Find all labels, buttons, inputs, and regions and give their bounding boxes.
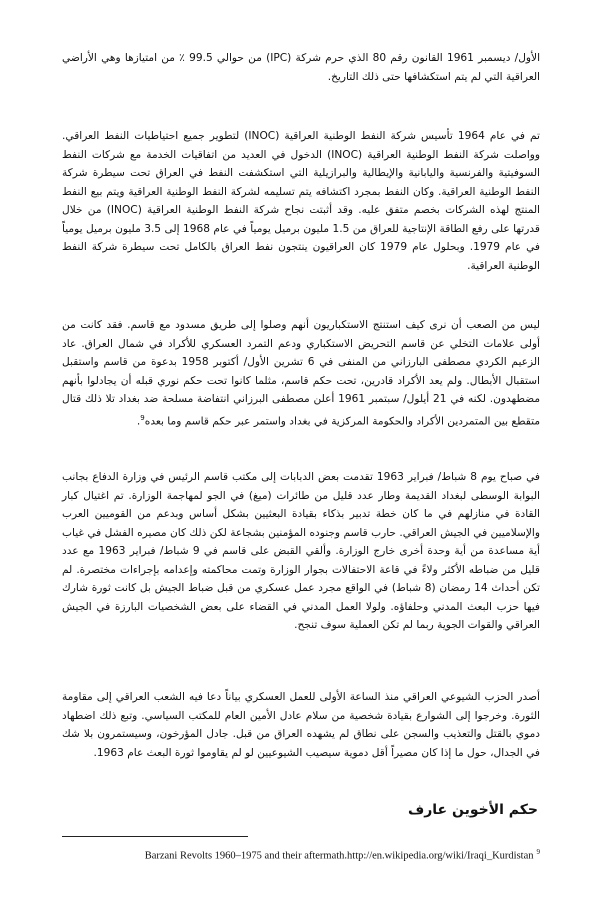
paragraph-text: أصدر الحزب الشيوعي العراقي منذ الساعة الأولى للعمل العسكري بياناً دعا فيه الشعب العراقي إلى مقاومة الثورة. وخرجوا إلى الشوارع بقيادة شخصية من سلام عادل الأمين العام للمكتب السياسي. وتبع ذلك اضطهاد دموي بالقتل والتعذيب والسجن على نطاق لم يشهده العراق من قبل. جادل المؤرخون، وسيستمرون بلا شك في الجدال، حول ما إذا كان مصيراً أقل دموية سيصيب الشيوعيين لو لم يقاوموا ثورة البعث عام 1963. xyxy=(62,691,540,759)
paragraph-ipc-law xyxy=(62,49,540,86)
paragraph-text: ليس من الصعب أن نرى كيف استنتج الاستكباريون أنهم وصلوا إلى طريق مسدود مع قاسم. فقد كانت من أولى علامات التخلي عن قاسم التحريض الاستكباري ودعم التمرد العسكري للأكراد في شمال العراق. عاد الزعيم الكردي مصطفى البارزاني من المنفى في 6 تشرين الأول/ أكتوبر 1958 بدعوة من قاسم واستقبل استقبال الأبطال. ولم يعد الأكراد قادرين، تحت حكم قاسم، مثلما كانوا تحت حكم نوري قبله أن يجادلوا بأنهم مضطهدون. لكنه في 21 أيلول/ سبتمبر 1961 أعلن مصطفى البرزاني انتفاضة مسلحة ضد بغداد تلا ذلك قتال متقطع بين المتمردين الأكراد والحكومة المركزية في بغداد واستمر عبر حكم قاسم وما بعده xyxy=(62,319,540,428)
paragraph-coup-1963 xyxy=(62,468,540,635)
paragraph-communist-party xyxy=(62,688,540,762)
paragraph-text: الأول/ ديسمبر 1961 القانون رقم 80 الذي حرم شركة (IPC) من حوالي 99.5 ٪ من امتيازها وهي الأراضي العراقية التي لم يتم استكشافها حتى ذلك التاريخ. xyxy=(62,52,541,83)
footnote-number: 9 xyxy=(536,848,540,856)
footnote xyxy=(62,845,540,864)
footnote-text[interactable]: Barzani Revolts 1960–1975 and their aftermath.http://en.wikipedia.org/wiki/Iraqi_Kurdistan xyxy=(144,850,534,862)
paragraph-kurdish-revolt: ليس من الصعب أن نرى كيف استنتج الاستكباريون أنهم وصلوا إلى طريق مسدود مع قاسم. فقد كانت من أولى علامات التخلي عن قاسم التحريض الاستكباري ودعم التمرد العسكري للأكراد في شمال العراق. عاد الزعيم الكردي مصطفى البارزاني من المنفى في 6 تشرين الأول/ أكتوبر 1958 بدعوة من قاسم واستقبل استقبال الأبطال. ولم يعد الأكراد قادرين، تحت حكم قاسم، مثلما كانوا تحت حكم نوري قبله أن يجادلوا بأنهم مضطهدون. لكنه في 21 أيلول/ سبتمبر 1961 أعلن مصطفى البرزاني انتفاضة مسلحة ضد بغداد تلا ذلك قتال متقطع بين المتمردين الأكراد والحكومة المركزية في بغداد واستمر عبر حكم قاسم وما بعده$^9$. xyxy=(62,319,540,428)
section-heading: حكم الأخوين عارف xyxy=(407,802,538,818)
paragraph-inoc xyxy=(62,127,540,275)
paragraph-text: في صباح يوم 8 شباط/ فبراير 1963 تقدمت بعض الدبابات إلى مكتب قاسم الرئيس في وزارة الدفاع بجانب البوابة الوسطى لبغداد القديمة وطار عدد قليل من طائرات (ميغ) في الجو لمهاجمة الوزارة. تم اغتيال كبار القادة في منازلهم في ما كان خطة تدبير بذكاء بقيادة البعثيين بشكل أساس وبدعم من القوميين العرب والإسلاميين في الجيش العراقي. حارب قاسم وجنوده المؤمنين بشجاعة لكن ذلك كان مصيره الفشل في غياب أية مساعدة من أية وحدة أخرى خارج الوزارة. وألقي القبض على قاسم في 9 شباط/ فبراير 1963 مع عدد قليل من ضباطه الأكثر ولاءً في قاعة الاحتفالات بجوار الوزارة وتمت محاكمته وإعدامه بإجراءات مختصرة. لم تكن أحداث 14 رمضان (8 شباط) في الواقع مجرد عمل عسكري من قبل ضباط الجيش بل كانت ثورة شارك فيها حزب البعث المدني وحلفاؤه. ولولا العمل المدني في القضاء على بعض الشخصيات البارزة في الجيش العراقي والقوات الجوية ربما لم تكن العملية سوف تنجح. xyxy=(62,471,540,631)
footnote-divider xyxy=(62,836,248,837)
footnote-reference[interactable]: 9 xyxy=(140,413,145,422)
paragraph-text: تم في عام 1964 تأسيس شركة النفط الوطنية العراقية (INOC) لتطوير جميع احتياطيات النفط العراقي. وواصلت شركة النفط الوطنية العراقية (INOC) الدخول في العديد من اتفاقيات الخدمة مع شركات النفط السوفيتية والفرنسية واليابانية والإيطالية والبرازيلية التي استكشفت النفط في العراق تحت سيطرة شركة النفط الوطنية العراقية. وكان النفط بمجرد اكتشافه يتم تسليمه لشركة النفط الوطنية العراقية ويتم بيع النفط المنتج لهذه الشركات بخصم متفق عليه. وقد أثبتت نجاح شركة النفط الوطنية العراقية (INOC) من خلال قدرتها على رفع الطاقة الإنتاجية للعراق من 1.5 مليون برميل يومياً في عام 1968 إلى 3.5 مليون برميل يومياً في عام 1979. وبحلول عام 1979 كان العراقيون ينتجون نفط العراق بالكامل تحت سيطرة شركة النفط الوطنية العراقية. xyxy=(62,130,540,272)
